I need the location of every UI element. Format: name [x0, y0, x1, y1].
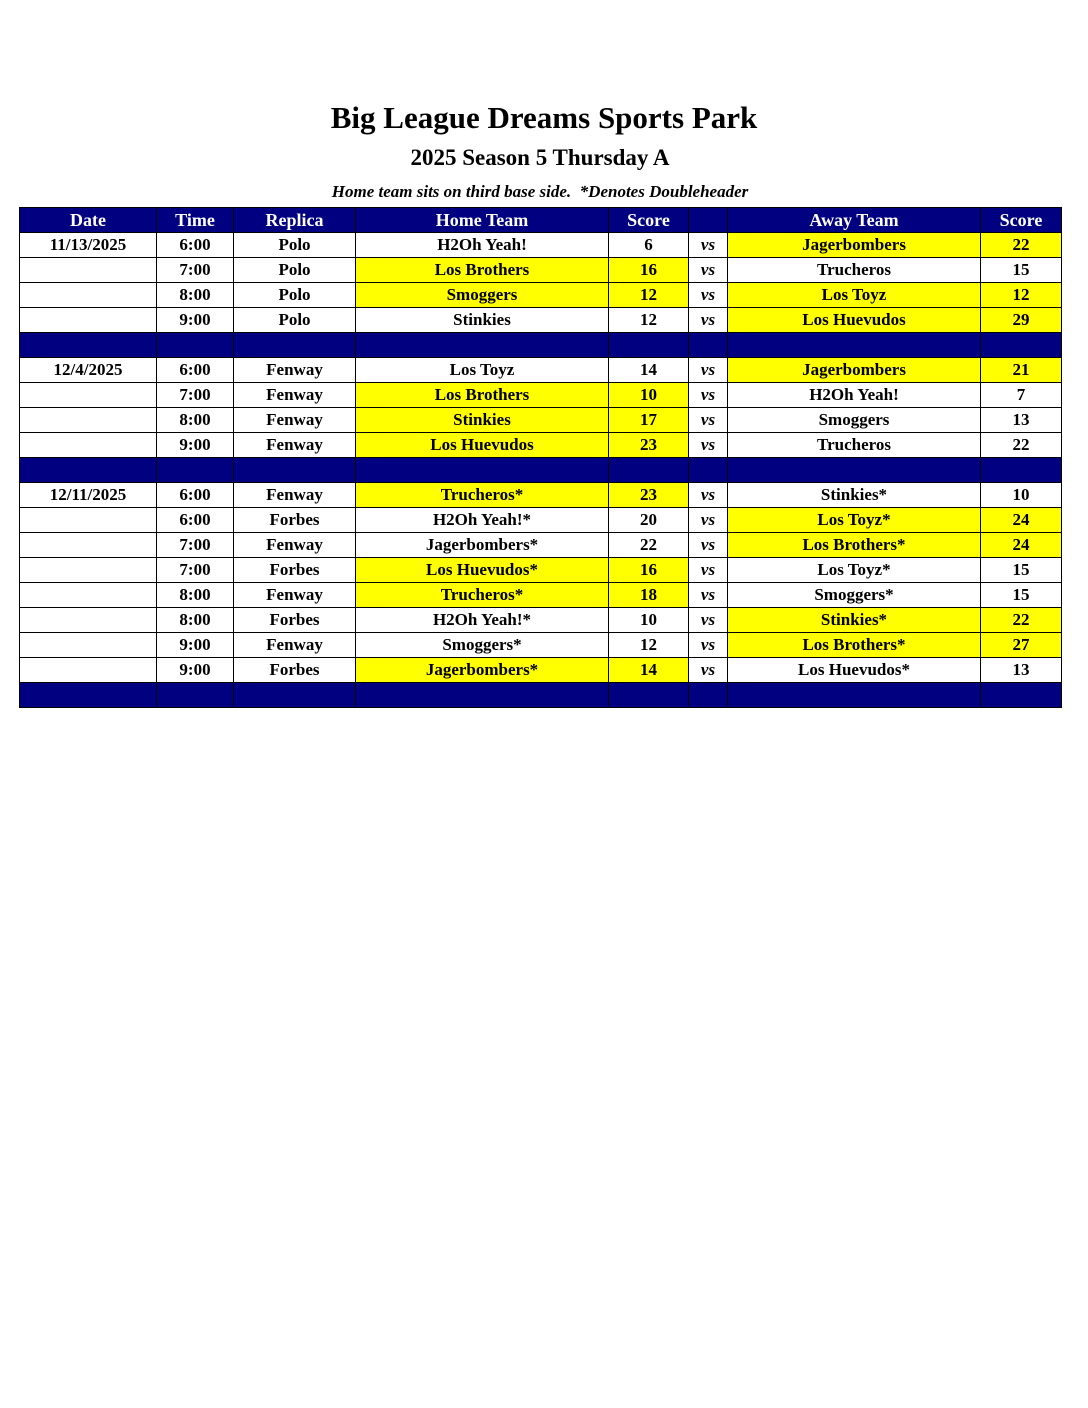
game-row: [20, 608, 1062, 633]
separator-cell: [689, 683, 728, 708]
time-cell: 8:00: [157, 408, 234, 433]
date-cell: [20, 633, 157, 658]
vs-cell: vs: [689, 233, 728, 258]
separator-cell: [728, 683, 981, 708]
away-team-cell: Jagerbombers: [728, 358, 981, 383]
away-score-cell: 22: [981, 433, 1062, 458]
schedule-table: [19, 207, 1062, 708]
vs-cell: vs: [689, 558, 728, 583]
away-team-cell: Jagerbombers: [728, 233, 981, 258]
separator-cell: [356, 683, 609, 708]
away-score-cell: 21: [981, 358, 1062, 383]
away-score-cell: 22: [981, 233, 1062, 258]
separator-cell: [609, 683, 689, 708]
time-cell: 7:00: [157, 383, 234, 408]
replica-cell: Forbes: [234, 658, 356, 683]
separator-cell: [234, 458, 356, 483]
date-cell: 11/13/2025: [20, 233, 157, 258]
header-away-score: Score: [981, 208, 1062, 233]
away-team-cell: Los Toyz: [728, 283, 981, 308]
home-score-cell: 17: [609, 408, 689, 433]
header-row: [20, 208, 1062, 233]
separator-cell: [981, 458, 1062, 483]
page-title: Big League Dreams Sports Park: [330, 100, 758, 135]
separator-cell: [356, 333, 609, 358]
home-team-cell: Smoggers*: [356, 633, 609, 658]
replica-cell: Fenway: [234, 533, 356, 558]
replica-cell: Polo: [234, 233, 356, 258]
separator-cell: [20, 683, 157, 708]
vs-cell: vs: [689, 433, 728, 458]
vs-cell: vs: [689, 508, 728, 533]
away-team-cell: Los Brothers*: [728, 533, 981, 558]
home-score-cell: 18: [609, 583, 689, 608]
home-score-cell: 22: [609, 533, 689, 558]
separator-cell: [157, 333, 234, 358]
separator-cell: [728, 458, 981, 483]
home-score-cell: 14: [609, 358, 689, 383]
replica-cell: Polo: [234, 258, 356, 283]
vs-cell: vs: [689, 633, 728, 658]
game-row: [20, 433, 1062, 458]
home-score-cell: 12: [609, 308, 689, 333]
away-score-cell: 29: [981, 308, 1062, 333]
page-subtitle: 2025 Season 5 Thursday A: [410, 145, 670, 170]
date-cell: [20, 308, 157, 333]
away-score-cell: 12: [981, 283, 1062, 308]
date-cell: [20, 408, 157, 433]
separator-cell: [609, 458, 689, 483]
header-home-team: Home Team: [356, 208, 609, 233]
home-team-cell: Smoggers: [356, 283, 609, 308]
separator-cell: [689, 333, 728, 358]
separator-cell: [981, 333, 1062, 358]
away-score-cell: 22: [981, 608, 1062, 633]
replica-cell: Forbes: [234, 508, 356, 533]
vs-cell: vs: [689, 583, 728, 608]
replica-cell: Fenway: [234, 583, 356, 608]
separator-cell: [20, 458, 157, 483]
vs-cell: vs: [689, 283, 728, 308]
home-score-cell: 16: [609, 258, 689, 283]
separator-row: [20, 333, 1062, 358]
separator-row: [20, 683, 1062, 708]
home-team-cell: Los Toyz: [356, 358, 609, 383]
away-score-cell: 15: [981, 583, 1062, 608]
header-time: Time: [157, 208, 234, 233]
game-row: [20, 408, 1062, 433]
away-team-cell: H2Oh Yeah!: [728, 383, 981, 408]
home-score-cell: 23: [609, 483, 689, 508]
separator-cell: [728, 333, 981, 358]
date-cell: [20, 608, 157, 633]
time-cell: 7:00: [157, 558, 234, 583]
home-score-cell: 16: [609, 558, 689, 583]
date-cell: [20, 508, 157, 533]
away-team-cell: Stinkies*: [728, 608, 981, 633]
separator-cell: [609, 333, 689, 358]
away-score-cell: 7: [981, 383, 1062, 408]
away-team-cell: Stinkies*: [728, 483, 981, 508]
home-team-cell: Los Brothers: [356, 258, 609, 283]
schedule-body: [20, 233, 1062, 708]
time-cell: 8:00: [157, 283, 234, 308]
time-cell: 9:00: [157, 308, 234, 333]
game-row: [20, 258, 1062, 283]
separator-cell: [981, 683, 1062, 708]
date-cell: 12/11/2025: [20, 483, 157, 508]
replica-cell: Forbes: [234, 608, 356, 633]
away-team-cell: Los Brothers*: [728, 633, 981, 658]
date-cell: 12/4/2025: [20, 358, 157, 383]
away-team-cell: Los Toyz*: [728, 558, 981, 583]
home-team-cell: Jagerbombers*: [356, 533, 609, 558]
away-team-cell: Los Toyz*: [728, 508, 981, 533]
time-cell: 7:00: [157, 533, 234, 558]
time-cell: 6:00: [157, 358, 234, 383]
home-team-cell: Jagerbombers*: [356, 658, 609, 683]
away-team-cell: Trucheros: [728, 258, 981, 283]
away-team-cell: Trucheros: [728, 433, 981, 458]
header-date: Date: [20, 208, 157, 233]
game-row: [20, 233, 1062, 258]
vs-cell: vs: [689, 533, 728, 558]
time-cell: 8:00: [157, 583, 234, 608]
separator-cell: [234, 333, 356, 358]
replica-cell: Fenway: [234, 383, 356, 408]
date-cell: [20, 658, 157, 683]
vs-cell: vs: [689, 408, 728, 433]
home-score-cell: 12: [609, 633, 689, 658]
date-cell: [20, 433, 157, 458]
game-row: [20, 358, 1062, 383]
home-score-cell: 23: [609, 433, 689, 458]
header-vs: [689, 208, 728, 233]
separator-cell: [689, 458, 728, 483]
replica-cell: Fenway: [234, 433, 356, 458]
separator-cell: [157, 458, 234, 483]
header-home-score: Score: [609, 208, 689, 233]
time-cell: 8:00: [157, 608, 234, 633]
home-team-cell: H2Oh Yeah!: [356, 233, 609, 258]
vs-cell: vs: [689, 358, 728, 383]
replica-cell: Polo: [234, 308, 356, 333]
date-cell: [20, 283, 157, 308]
replica-cell: Fenway: [234, 358, 356, 383]
separator-row: [20, 458, 1062, 483]
replica-cell: Fenway: [234, 633, 356, 658]
separator-cell: [234, 683, 356, 708]
away-team-cell: Los Huevudos: [728, 308, 981, 333]
time-cell: 9:00: [157, 433, 234, 458]
date-cell: [20, 533, 157, 558]
header-away-team: Away Team: [728, 208, 981, 233]
replica-cell: Polo: [234, 283, 356, 308]
time-cell: 7:00: [157, 258, 234, 283]
separator-cell: [157, 683, 234, 708]
away-score-cell: 15: [981, 258, 1062, 283]
vs-cell: vs: [689, 483, 728, 508]
home-team-cell: Los Huevudos: [356, 433, 609, 458]
game-row: [20, 308, 1062, 333]
game-row: [20, 483, 1062, 508]
away-score-cell: 15: [981, 558, 1062, 583]
header-replica: Replica: [234, 208, 356, 233]
home-team-cell: Stinkies: [356, 308, 609, 333]
vs-cell: vs: [689, 308, 728, 333]
time-cell: 9:00: [157, 633, 234, 658]
home-score-cell: 20: [609, 508, 689, 533]
separator-cell: [20, 333, 157, 358]
time-cell: 6:00: [157, 508, 234, 533]
date-cell: [20, 558, 157, 583]
replica-cell: Fenway: [234, 483, 356, 508]
away-team-cell: Smoggers*: [728, 583, 981, 608]
game-row: [20, 583, 1062, 608]
game-row: [20, 633, 1062, 658]
game-row: [20, 283, 1062, 308]
time-cell: 6:00: [157, 233, 234, 258]
game-row: [20, 533, 1062, 558]
away-score-cell: 13: [981, 408, 1062, 433]
date-cell: [20, 258, 157, 283]
doubleheader-note: Home team sits on third base side. *Denotes Doubleheader: [331, 182, 749, 201]
game-row: [20, 558, 1062, 583]
away-score-cell: 24: [981, 508, 1062, 533]
time-cell: 9:00: [157, 658, 234, 683]
home-team-cell: Trucheros*: [356, 483, 609, 508]
game-row: [20, 383, 1062, 408]
home-team-cell: Los Brothers: [356, 383, 609, 408]
home-score-cell: 10: [609, 608, 689, 633]
separator-cell: [356, 458, 609, 483]
game-row: [20, 658, 1062, 683]
away-team-cell: Smoggers: [728, 408, 981, 433]
replica-cell: Fenway: [234, 408, 356, 433]
home-score-cell: 10: [609, 383, 689, 408]
away-team-cell: Los Huevudos*: [728, 658, 981, 683]
home-team-cell: Trucheros*: [356, 583, 609, 608]
date-cell: [20, 383, 157, 408]
vs-cell: vs: [689, 383, 728, 408]
home-team-cell: Stinkies: [356, 408, 609, 433]
home-score-cell: 6: [609, 233, 689, 258]
home-team-cell: H2Oh Yeah!*: [356, 608, 609, 633]
date-cell: [20, 583, 157, 608]
time-cell: 6:00: [157, 483, 234, 508]
home-score-cell: 14: [609, 658, 689, 683]
home-team-cell: Los Huevudos*: [356, 558, 609, 583]
vs-cell: vs: [689, 608, 728, 633]
vs-cell: vs: [689, 258, 728, 283]
away-score-cell: 27: [981, 633, 1062, 658]
game-row: [20, 508, 1062, 533]
home-score-cell: 12: [609, 283, 689, 308]
away-score-cell: 13: [981, 658, 1062, 683]
away-score-cell: 10: [981, 483, 1062, 508]
away-score-cell: 24: [981, 533, 1062, 558]
replica-cell: Forbes: [234, 558, 356, 583]
vs-cell: vs: [689, 658, 728, 683]
home-team-cell: H2Oh Yeah!*: [356, 508, 609, 533]
